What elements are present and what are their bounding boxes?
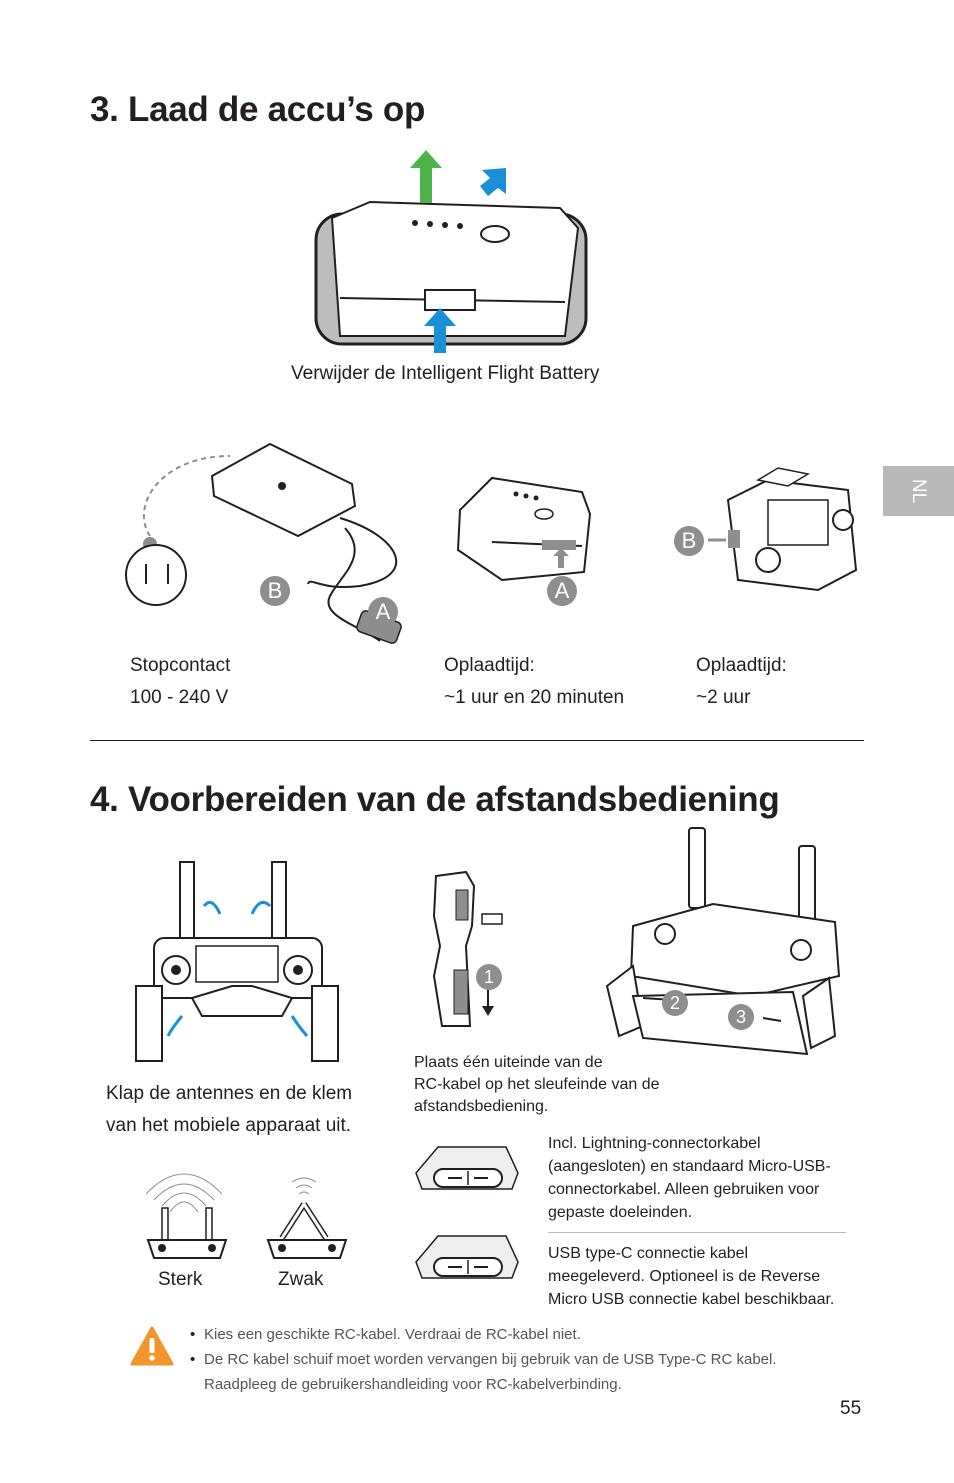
connector-2-text-line-1: USB type-C connectie kabel — [548, 1245, 749, 1262]
warning-item-2-text-line-2: Raadpleeg de gebruikershandleiding voor RC-kabelverbinding. — [204, 1376, 622, 1393]
signal-strong-label: Sterk — [158, 1269, 203, 1290]
connector-1-text-line-1: Incl. Lightning-connectorkabel — [548, 1135, 761, 1152]
cable-caption-line-2: RC-kabel op het sleufeinde van de — [414, 1076, 660, 1093]
battery-removal-illustration — [310, 158, 610, 358]
warning-item-1-text: Kies een geschikte RC-kabel. Verdraai de RC-kabel niet. — [204, 1326, 581, 1343]
signal-weak-label: Zwak — [278, 1269, 324, 1290]
warning-icon — [130, 1326, 174, 1366]
signal-weak-illustration — [262, 1160, 362, 1260]
section-divider — [90, 740, 864, 741]
unfold-caption-line-2: van het mobiele apparaat uit. — [106, 1115, 352, 1136]
language-tab — [883, 466, 954, 516]
connector-2-illustration — [412, 1232, 522, 1282]
connector-2-text-line-3: Micro USB connectie kabel beschikbaar. — [548, 1291, 835, 1308]
warning-list — [190, 1322, 870, 1397]
connector-1-text-line-3: connectorkabel. Alleen gebruiken voor — [548, 1181, 820, 1198]
warning-item-1 — [190, 1322, 870, 1347]
remote-side-view-illustration — [426, 866, 526, 1036]
page-number: 55 — [840, 1398, 862, 1419]
remote-charging-illustration — [708, 460, 868, 610]
remote-charge-time-label: Oplaadtijd: — [696, 655, 787, 676]
remote-unfold-illustration — [132, 856, 352, 1066]
battery-label-a: A — [547, 576, 577, 606]
battery-charge-time-label: Oplaadtijd: — [444, 655, 535, 676]
connector-2-text-line-2: meegeleverd. Optioneel is de Reverse — [548, 1268, 821, 1285]
warning-item-2 — [190, 1347, 870, 1397]
connector-1-text-line-2: (aangesloten) en standaard Micro-USB- — [548, 1158, 831, 1175]
battery-charging-illustration — [452, 470, 602, 590]
remote-label-b: B — [674, 526, 704, 556]
charger-label-b: B — [260, 576, 290, 606]
remote-mobile-illustration — [603, 826, 843, 1066]
step-2-badge: 2 — [662, 990, 688, 1016]
connector-1-text-line-4: gepaste doeleinden. — [548, 1204, 693, 1221]
remote-charge-time-value: ~2 uur — [696, 687, 751, 708]
outlet-label: Stopcontact — [130, 655, 231, 676]
step-1-badge: 1 — [476, 964, 502, 990]
battery-charge-time-value: ~1 uur en 20 minuten — [444, 687, 625, 708]
battery-removal-caption: Verwijder de Intelligent Flight Battery — [291, 363, 600, 384]
connector-divider — [548, 1232, 846, 1233]
step-3-badge: 3 — [728, 1004, 754, 1030]
connector-1-illustration — [412, 1143, 522, 1193]
unfold-caption-line-1: Klap de antennes en de klem — [106, 1083, 353, 1104]
cable-caption-line-3: afstandsbediening. — [414, 1098, 549, 1115]
charger-label-a: A — [368, 597, 398, 627]
signal-strong-illustration — [140, 1160, 240, 1260]
section-4-title: 4. Voorbereiden van de afstandsbediening — [90, 780, 780, 819]
outlet-voltage: 100 - 240 V — [130, 687, 229, 708]
cable-caption-line-1: Plaats één uiteinde van de — [414, 1054, 603, 1071]
section-3-title: 3. Laad de accu’s op — [90, 90, 426, 129]
language-tab-label: NL — [908, 478, 930, 504]
warning-item-2-text-line-1: De RC kabel schuif moet worden vervangen bij gebruik van de USB Type-C RC kabel. — [204, 1351, 777, 1368]
